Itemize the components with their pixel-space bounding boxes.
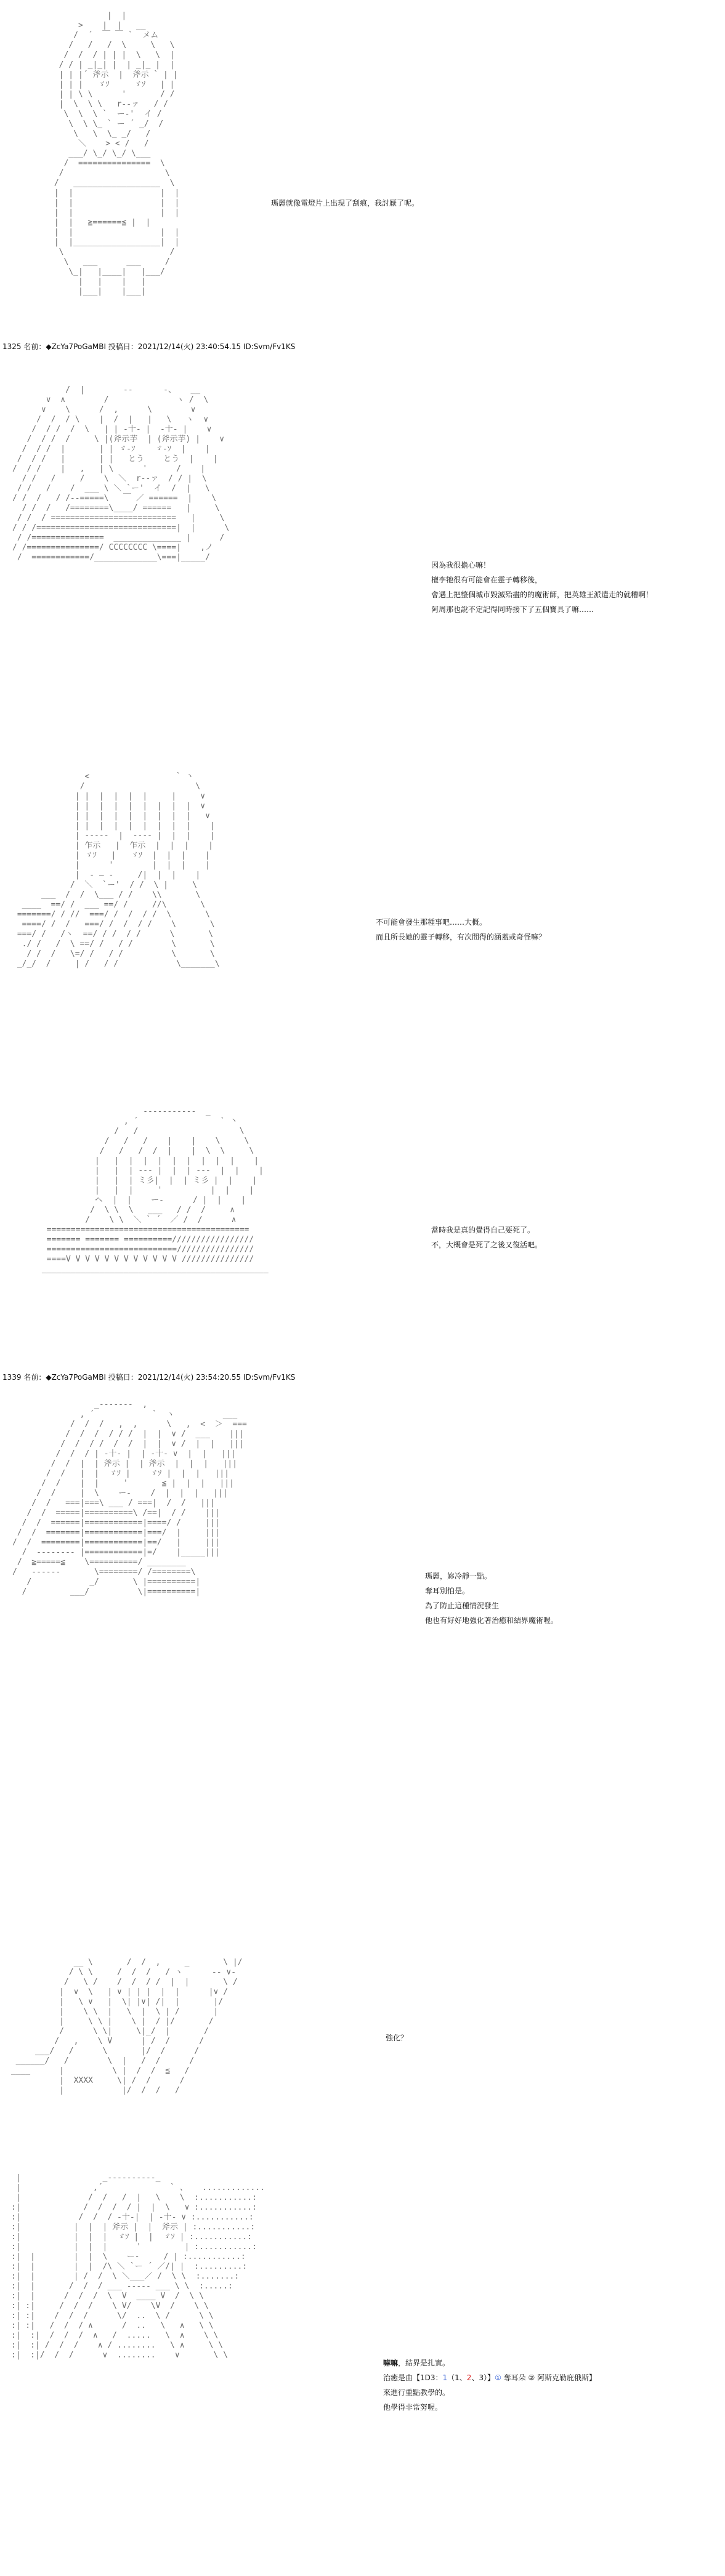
dialog-box [386,2031,408,2045]
dialog-box [431,1223,542,1252]
dice-result: 1 [442,2373,448,2382]
dialog-fragment: 嘛嘛 [383,2359,399,2367]
dialog-line: 瑪麗，妳冷靜一點。 [425,1572,492,1580]
panel-1 [0,0,725,332]
panel-2 [0,357,725,739]
ascii-art-girl-sleeping: --‐‐‐‐‐‐‐‐- _ , ´ ` 丶 / / \ / / / | | \ \ / / / / | | \ \ \ | | | | | | | | | | | | | | ‐‐‐ | | | ‐‐‐ | | | | | | ミ彡| | | ミ彡 | | | | | | ' | | | ヘ | | ー‐ / | | | / \ \ \ ___ / / / ∧ / \ \ ＼ ` ´ ／ / / ∧ ========================================== ======= ======= ==========///////////////// ===========================//////////////// ====V V V V V V V V V V V V /////////////// _______________________________________________ [41,1107,269,1274]
dialog-fragment: 】 [487,2373,495,2382]
dialog-line: 他也有好好地強化著治癒和結界魔術喔。 [425,1616,559,1625]
dialog-line: 他學得非常努喔。 [383,2403,443,2412]
dialog-line: 強化？ [386,2034,408,2042]
dialog-line [383,2356,596,2370]
dialog-line [383,2370,596,2385]
dialog-fragment: （1、 [447,2373,467,2382]
ascii-art-girl-with-hand: _---‐‐‐- , , ´ ` ヽ ___ / / / , , \ , < ＞ === / / / / / / | | ∨ / ___ ||| / / / / / / | | ∨ / | | ||| / / / | ‐十‐ | | ‐十‐ ∨ | | ||| / / | | 斧示 | | 斧示 | | | ||| / / | | ゞｿ | ゞｿ | | | ||| / / | | ' ≦ | | | ||| / / | \ ー‐ / | | | ||| / / ===|===\ ___ / ===| / / ||| / / =====|==========\ /==| / / ||| / / ======|============|====/ / ||| / / =======|============|===/ | ||| / / ========|============|==/ | ||| / ‐‐‐‐‐‐‐‐ |============|=/ |_____||| / ≧=====≦ \==========/ ________ / ‐‐‐‐‐‐ \========/ /========\ / _/ \ |==========| / ___/ \|==========| [12,1400,247,1596]
ascii-art-two-characters: __ \ / / , _ \ |/ / \ \ / / / / ヽ -‐ ∨- / \ / / / / / | | \ / | ∨ \ | ∨ | | | | | |∨ / | \ ∨ | \| |∨| /| | |/ | \ \ | \ | \ | / | | \ \ | \ | / |/ / / \ \| \|_/ | / / , \ V | / / / ___/ / \ |/ / / ______/ / \ | / / / ____ | \ | / / ≦ / | XXXX \| / / / | |/ / / / [10,1958,243,2095]
dialog-fragment: ，結界是扎實。 [398,2359,450,2367]
dialog-box [271,196,419,211]
dialog-line: 瑪麗就像電燈片上出現了刮痕，我討厭了呢。 [271,199,419,207]
dialog-fragment: 治癒是由【1D3： [383,2373,443,2382]
dialog-box [431,558,653,617]
dialog-line: 奪耳別怕是。 [425,1587,470,1595]
dice-option: 2 [466,2373,472,2382]
dialog-fragment: 奪耳朵 ② 阿斯克勒庇俄斯】 [501,2373,597,2382]
panel-6 [0,1958,725,2112]
dialog-line: 阿周那也說不定記得同時接下了五個寶具了嘛…… [431,605,594,614]
panel-3 [0,757,725,1102]
dialog-line: 會遇上把整個城市毀滅殆盡的的魔術師，把英雄王派遣走的就糟啊！ [431,590,654,599]
dialog-line: 不可能會發生那種事吧……大概。 [376,918,487,927]
ascii-art-girl-with-staff: | _---‐‐‐‐---_ | ,´ ` 、 ............. | / / / | \ \ :...........: :| / / / / | | \ ∨ :...........: :| / / / ‐十‐| | ‐十‐ ∨ :...........: :| | | | 斧示 | | 斧示 | :...........: :| | | | ゞｿ | | ゞｿ | :...........: :| | | | ' | :...........: :| | | | \ ー‐ / | :...........: :| | | | /\ ＼ `ー ´ ／/| | :.........: :| | | / / \ ＼___／ / \ \ :.......: :| | / / / ___ ‐‐‐‐‐ ___ \ \ :.....: :| | / / / \ V ____ V / \ \ :| :| / / / \ V/ \V / \ \ :| :| / / / \/ .. \ / \ \ :| :| / / / ∧ / .. \ ∧ \ \ :| :| / / / ∧ / ..... \ ∧ \ \ :| :| / / / ∧ / ........ \ ∧ \ \ :| :|/ / / ∨ ........ ∨ \ \ [10,2173,265,2360]
dialog-box [383,2356,596,2415]
dialog-line: 不，大概會是死了之後又復活吧。 [431,1241,543,1249]
dialog-line: 為了防止這種情況發生 [425,1601,500,1610]
post-header: 1325 名前：◆ZcYa7PoGaMBI 投稿日：2021/12/14(火) 23:40:54.15 ID:Svm/Fv1KS [2,342,296,351]
dialog-line: 檀李牠很有可能會在靈子轉移後， [431,576,543,584]
post-header: 1339 名前：◆ZcYa7PoGaMBI 投稿日：2021/12/14(火) 23:54:20.55 ID:Svm/Fv1KS [2,1373,296,1382]
dialog-box [425,1569,558,1628]
dialog-line: 因為我很擔心嘛！ [431,561,491,570]
panel-4 [0,1102,725,1361]
ascii-art-girl-calm: < ￣ ￣ ￣ ￣ ￣ ￣ ` 丶 / \ | | | | | | | ∨ | | | | | | | | | ∨ | | | | | | | | | ∨ | | | | | | | | | | | ‐‐‐‐- | ‐‐‐- | | | | | 乍示 | 乍示 | | | | | ゞｿ | ゞｿ | | | | | ' | | | | | ‐ ― ‐ /| | | | / ＼ `ー' / / \ | \ ___ / / \___ / / \\ \ ____ ==/ / ___ ==/ / //\ \ =======/ / // ===/ / / / / \ \ ====/ / / ===/ / / / / \ \ ===/ / /ヽ ==/ / / / / \ \ ./ / / \ ==/ / / / \ \ / / / \=/ / / / \ \ _/_/ / | / / / \_______\ [17,772,220,968]
dice-choice: ① [495,2373,501,2382]
dialog-box [376,915,546,944]
panel-7 [0,2149,725,2576]
panel-5 [0,1385,725,1792]
dialog-line: 當時我是真的覺得自己要死了。 [431,1226,535,1234]
ascii-art-girl-worried: / | -‐ ￣ ￣ -、 __ ∨ ∧ / ヽ / \ ∨ \ / , \ ∨ / / / \ | / | | \ ヽ ∨ / / / / \ | | ‐十‐ | ‐十‐ | ∨ / / / / \ |(斧示芋 | (斧示芋) | ∨ / / / | | | ゞ-ｿ ゞ-ｿ | | / / / | | | とう とう | | / / / | , | \ ' / | / / / / \ ＼ r--ァ / / | \ / / / / ___ \ ＼ `ー' イ / | \ / / / / /‐‐=====\ ￣ ／ ====== | \ / / / /========\____/ ====== | \ / / / ========================== | \ / / /=============================| | \ / /=============== ______________ | / / /===============/ CCCCCCCC \====| ,ノ / ============/_____________\===|_____/ [12,385,230,562]
ascii-art-girl-standing: | | > | | __ / ´ ￣ ￣ ` メム / / / \ \ \ / / / | | | \ \ | / / | _|_| | | _|_ | | | | |´ 斧示 | 斧示 ` | | | | | ゞｿ ゞｿ | | | | \ \ ' / / | \ \ \ r-‐ァ / / \ \ \ ` ー‐' イ / \ \ \_ ` ー ´ _/ / \ \ \_ _/ / ＼ > < / / ___/ \_/ \_/ \___ / =============== \ / \ / __________________ \ | | | | | | | | | | | | | | ≧======≦ | | | | | | | |__________________| | \ / \ ___ ___ / \_| |____| |___/ | | | | |___| |___| [54,11,180,296]
dialog-line: 而且所長她的靈子轉移，有次間得的涵蓋或奇怪嘛？ [376,933,546,941]
dialog-line: 來進行重點教學的。 [383,2388,450,2397]
dialog-fragment: 、3） [471,2373,488,2382]
